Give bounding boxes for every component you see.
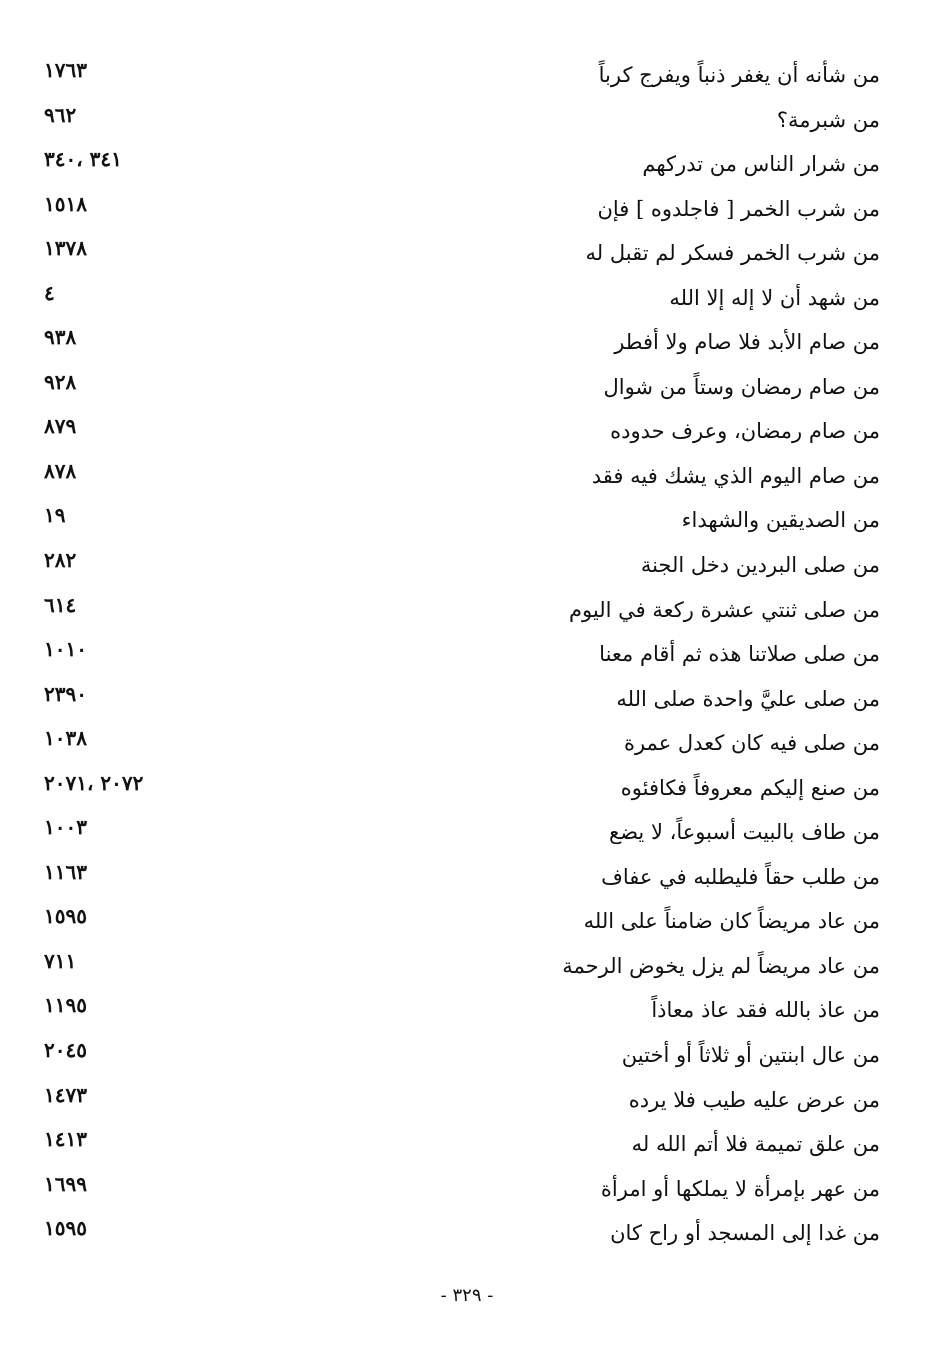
reference-number: ١١٩٥ bbox=[44, 993, 87, 1018]
index-entry bbox=[40, 767, 880, 812]
reference-number: ١٠٠٣ bbox=[44, 815, 87, 840]
index-entry bbox=[40, 321, 880, 366]
reference-number: ١٥١٨ bbox=[44, 191, 87, 216]
hadith-text: من شرب الخمر فسكر لم تقبل له bbox=[585, 241, 880, 266]
index-entry bbox=[40, 232, 880, 277]
index-entry bbox=[40, 499, 880, 544]
reference-number: ٢٠٧٢ ،٢٠٧١ bbox=[44, 770, 144, 795]
hadith-text: من صام اليوم الذي يشك فيه فقد bbox=[591, 463, 880, 488]
index-entry bbox=[40, 99, 880, 144]
reference-number: ١٥٩٥ bbox=[44, 1216, 87, 1241]
hadith-text: من صلى البردين دخل الجنة bbox=[640, 553, 880, 578]
index-entry bbox=[40, 678, 880, 723]
hadith-text: من عاد مريضاً لم يزل يخوض الرحمة bbox=[562, 953, 880, 978]
reference-number: ٢٨٢ bbox=[44, 548, 77, 573]
reference-number: ١٤١٣ bbox=[44, 1127, 87, 1152]
index-entry bbox=[40, 1212, 880, 1257]
reference-number: ١٩ bbox=[44, 503, 66, 528]
reference-number: ١٦٩٩ bbox=[44, 1171, 87, 1196]
hadith-text: من صلى فيه كان كعدل عمرة bbox=[623, 731, 880, 756]
index-entry bbox=[40, 633, 880, 678]
hadith-text: من الصديقين والشهداء bbox=[681, 508, 880, 533]
hadith-text: من شرب الخمر [ فاجلدوه ] فإن bbox=[597, 196, 880, 221]
reference-number: ١٧٦٣ bbox=[44, 58, 87, 82]
index-entry bbox=[40, 722, 880, 767]
reference-number: ١٠١٠ bbox=[44, 637, 87, 662]
reference-number: ١٤٧٣ bbox=[44, 1082, 87, 1107]
index-entry bbox=[40, 811, 880, 856]
index-entry bbox=[40, 1168, 880, 1213]
reference-number: ١١٦٣ bbox=[44, 859, 87, 884]
index-entry bbox=[40, 455, 880, 500]
hadith-text: من صام الأبد فلا صام ولا أفطر bbox=[614, 330, 880, 355]
index-entry bbox=[40, 143, 880, 188]
reference-number: ٤ bbox=[44, 280, 55, 305]
hadith-text: من شبرمة؟ bbox=[776, 107, 880, 132]
hadith-text: من طلب حقاً فليطلبه في عفاف bbox=[601, 864, 880, 889]
reference-number: ١٠٣٨ bbox=[44, 726, 87, 751]
hadith-text: من شرار الناس من تدركهم bbox=[642, 152, 880, 177]
index-entry bbox=[40, 856, 880, 901]
index-entry bbox=[40, 989, 880, 1034]
reference-number: ٩٣٨ bbox=[44, 325, 77, 350]
reference-number: ٢٣٩٠ bbox=[44, 681, 87, 706]
index-entry bbox=[40, 366, 880, 411]
index-entry bbox=[40, 589, 880, 634]
index-entry bbox=[40, 544, 880, 589]
hadith-text: من شهد أن لا إله إلا الله bbox=[669, 285, 880, 310]
hadith-text: من صلى ثنتي عشرة ركعة في اليوم bbox=[569, 597, 880, 622]
index-entry bbox=[40, 1079, 880, 1124]
index-entry bbox=[40, 410, 880, 455]
index-list bbox=[40, 54, 880, 1257]
index-entry bbox=[40, 945, 880, 990]
reference-number: ١٣٧٨ bbox=[44, 236, 87, 261]
index-entry bbox=[40, 277, 880, 322]
index-entry bbox=[40, 188, 880, 233]
hadith-text: من صلى صلاتنا هذه ثم أقام معنا bbox=[599, 642, 880, 667]
hadith-text: من غدا إلى المسجد أو راح كان bbox=[610, 1221, 880, 1246]
reference-number: ٨٧٩ bbox=[44, 414, 77, 439]
hadith-text: من صام رمضان، وعرف حدوده bbox=[610, 419, 880, 444]
reference-number: ٢٠٤٥ bbox=[44, 1038, 87, 1063]
hadith-text: من علق تميمة فلا أتم الله له bbox=[631, 1132, 880, 1157]
hadith-text: من طاف بالبيت أسبوعاً، لا يضع bbox=[609, 820, 880, 845]
reference-number: ٦١٤ bbox=[44, 592, 77, 617]
hadith-text: من عاد مريضاً كان ضامناً على الله bbox=[583, 909, 880, 934]
reference-number: ٩٦٢ bbox=[44, 102, 77, 127]
hadith-text: من صلى عليَّ واحدة صلى الله bbox=[616, 686, 880, 711]
reference-number: ٣٤١ ،٣٤٠ bbox=[44, 147, 122, 172]
reference-number: ٧١١ bbox=[44, 948, 77, 973]
hadith-text: من عال ابنتين أو ثلاثاً أو أختين bbox=[621, 1043, 880, 1068]
index-entry bbox=[40, 900, 880, 945]
reference-number: ٩٢٨ bbox=[44, 369, 77, 394]
reference-number: ٨٧٨ bbox=[44, 458, 77, 483]
hadith-text: من شأنه أن يغفر ذنباً ويفرج كرباً bbox=[598, 63, 880, 87]
index-entry bbox=[40, 1034, 880, 1079]
reference-number: ١٥٩٥ bbox=[44, 904, 87, 929]
hadith-text: من عاذ بالله فقد عاذ معاذاً bbox=[651, 998, 880, 1023]
page-number: - ٣٢٩ - bbox=[440, 1285, 494, 1306]
hadith-text: من عرض عليه طيب فلا يرده bbox=[628, 1087, 880, 1112]
hadith-text: من صام رمضان وستاً من شوال bbox=[603, 374, 880, 399]
hadith-text: من عهر بإمرأة لا يملكها أو امرأة bbox=[600, 1176, 880, 1201]
index-entry bbox=[40, 1123, 880, 1168]
index-entry bbox=[40, 54, 880, 99]
hadith-text: من صنع إليكم معروفاً فكافئوه bbox=[620, 775, 880, 800]
